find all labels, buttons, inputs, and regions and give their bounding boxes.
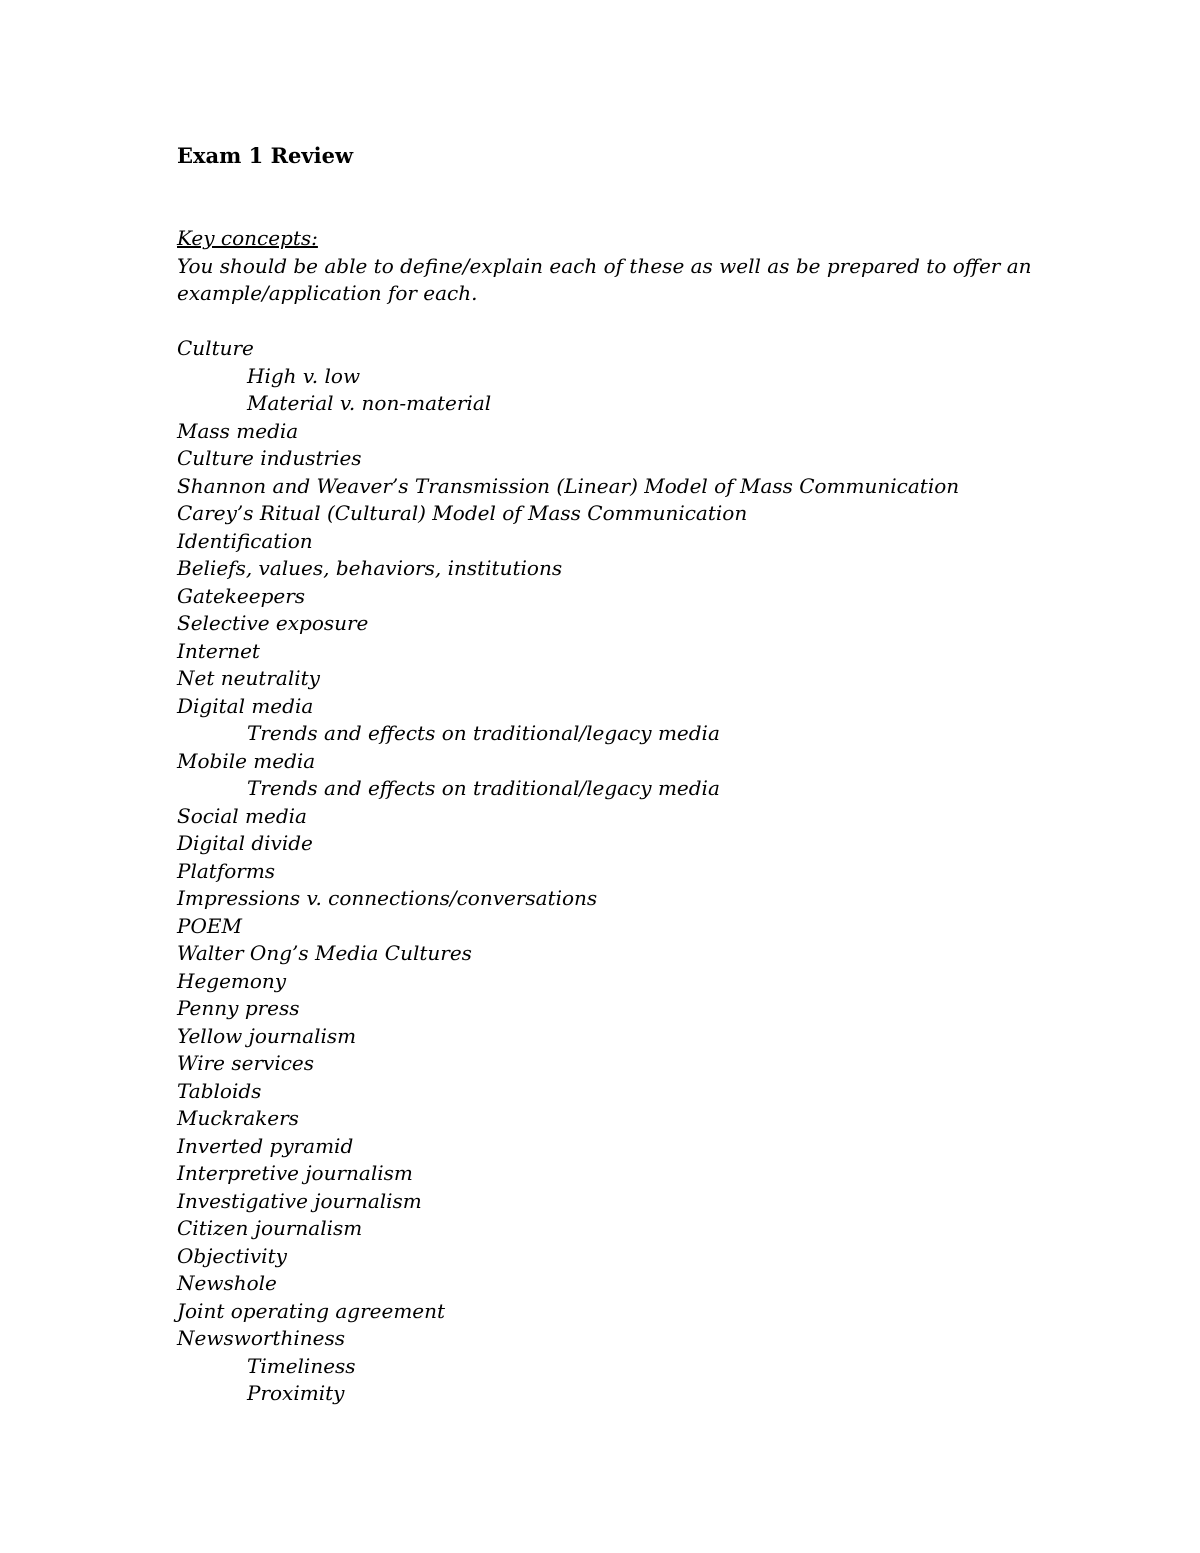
- section-heading: Key concepts:: [177, 226, 318, 250]
- concept-item: Tabloids: [177, 1078, 262, 1103]
- concept-item: Shannon and Weaver’s Transmission (Linear) Model of Mass Communication: [177, 473, 960, 498]
- concept-item: Platforms: [177, 858, 276, 883]
- concept-item: Muckrakers: [177, 1106, 299, 1130]
- instructions-line-2: example/application for each.: [177, 281, 478, 305]
- concept-item: Walter Ong’s Media Cultures: [177, 941, 472, 965]
- concept-item: Culture: [177, 336, 254, 360]
- instructions-line-1: You should be able to define/explain each of these as well as be prepared to offer an: [177, 253, 1032, 278]
- concept-item: Identification: [177, 528, 313, 553]
- concept-list: [177, 335, 1037, 1408]
- concept-item: Inverted pyramid: [177, 1133, 354, 1158]
- page-title: Exam 1 Review: [177, 143, 354, 168]
- concept-item: Hegemony: [177, 968, 287, 993]
- concept-subitem: High v. low: [247, 363, 361, 388]
- concept-item: Investigative journalism: [177, 1188, 422, 1213]
- document-body: [177, 225, 1037, 1408]
- concept-item: Yellow journalism: [177, 1023, 357, 1048]
- concept-item: Internet: [177, 638, 260, 663]
- concept-item: Interpretive journalism: [177, 1161, 413, 1185]
- concept-item: Digital divide: [177, 831, 313, 855]
- concept-subitem: Trends and effects on traditional/legacy media: [247, 721, 720, 745]
- concept-item: Newsworthiness: [177, 1326, 345, 1350]
- concept-subitem: Trends and effects on traditional/legacy media: [247, 776, 720, 800]
- concept-subitem: Proximity: [247, 1381, 345, 1405]
- concept-subitem: Timeliness: [247, 1353, 356, 1378]
- concept-item: Social media: [177, 803, 307, 828]
- concept-item: Digital media: [177, 693, 314, 718]
- concept-item: Citizen journalism: [177, 1216, 363, 1240]
- concept-item: Carey’s Ritual (Cultural) Model of Mass Communication: [177, 501, 748, 525]
- concept-item: Gatekeepers: [177, 583, 306, 608]
- concept-subitem: Material v. non-material: [247, 391, 492, 415]
- concept-item: Mass media: [177, 418, 299, 443]
- concept-item: Objectivity: [177, 1243, 287, 1268]
- concept-item: Impressions v. connections/conversations: [177, 886, 598, 910]
- concept-item: Mobile media: [177, 748, 316, 773]
- concept-item: Beliefs, values, behaviors, institutions: [177, 556, 563, 580]
- paragraph-spacer: [177, 308, 1037, 336]
- concept-item: Newshole: [177, 1271, 277, 1295]
- concept-item: Wire services: [177, 1051, 315, 1075]
- concept-item: POEM: [177, 913, 242, 938]
- concept-item: Culture industries: [177, 446, 362, 470]
- concept-item: Penny press: [177, 996, 300, 1020]
- concept-item: Selective exposure: [177, 611, 369, 635]
- concept-item: Joint operating agreement: [177, 1298, 446, 1323]
- concept-item: Net neutrality: [177, 666, 320, 690]
